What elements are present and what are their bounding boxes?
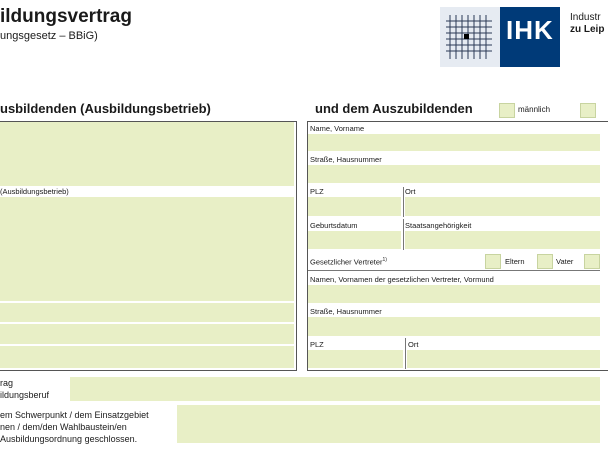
city-label: Ort [405, 187, 416, 196]
legal-rep-footnote: 1) [382, 257, 387, 263]
street2-field[interactable] [308, 317, 600, 336]
mother-checkbox[interactable] [584, 254, 600, 269]
rep-names-field[interactable] [308, 285, 600, 303]
trainer-address-field[interactable] [0, 197, 294, 301]
trainee-section-heading: und dem Auszubildenden [315, 101, 473, 116]
zip-field[interactable] [308, 197, 401, 216]
trainer-section-heading: usbildenden (Ausbildungsbetrieb) [0, 101, 211, 116]
occupation-field[interactable] [70, 377, 600, 401]
male-label: männlich [518, 105, 551, 114]
elective-label: nen / dem/den Wahlbaustein/en [0, 422, 127, 432]
document-title: ildungsvertrag [0, 6, 132, 27]
street-field[interactable] [308, 165, 600, 183]
father-checkbox[interactable] [537, 254, 553, 269]
specialization-field[interactable] [177, 405, 600, 443]
father-label: Vater [556, 257, 574, 266]
street-label: Straße, Hausnummer [310, 155, 382, 164]
zip2-city2-divider [405, 338, 406, 369]
city2-field[interactable] [407, 350, 600, 368]
city-field[interactable] [405, 197, 600, 216]
name-field[interactable] [308, 134, 600, 151]
nationality-field[interactable] [405, 231, 600, 249]
parents-checkbox[interactable] [485, 254, 501, 269]
zip2-label: PLZ [310, 340, 324, 349]
street2-label: Straße, Hausnummer [310, 307, 382, 316]
logo-org-line2: zu Leip [570, 24, 605, 35]
legal-rep-divider [308, 270, 600, 271]
legal-rep-label: Gesetzlicher Vertreter$^{1)}$ [310, 257, 387, 267]
trainer-field-4[interactable] [0, 346, 294, 368]
trainer-name-field[interactable] [0, 122, 294, 186]
zip-city-divider [403, 187, 404, 217]
specialization-label: em Schwerpunkt / dem Einsatzgebiet [0, 410, 149, 420]
birthdate-label: Geburtsdatum [310, 221, 358, 230]
logo-org-line1: Industr [570, 12, 601, 23]
birthdate-field[interactable] [308, 231, 401, 249]
regulation-label: Ausbildungsordnung geschlossen. [0, 434, 138, 444]
name-label: Name, Vorname [310, 124, 365, 133]
logo-mark: IHK [506, 15, 554, 45]
ihk-logo [440, 7, 560, 67]
trainer-field-3[interactable] [0, 324, 294, 344]
rep-names-label: Namen, Vornamen der gesetzlichen Vertreter, Vormund [310, 275, 494, 284]
male-checkbox[interactable] [499, 103, 515, 118]
female-checkbox[interactable] [580, 103, 596, 118]
birth-nationality-divider [403, 219, 404, 250]
logo-grid-icon [440, 7, 500, 67]
city2-label: Ort [408, 340, 419, 349]
zip2-field[interactable] [308, 350, 403, 368]
trainer-company-label: (Ausbildungsbetrieb) [0, 187, 294, 196]
parents-label: Eltern [505, 257, 525, 266]
document-subtitle: ungsgesetz – BBiG) [0, 30, 98, 42]
nationality-label: Staatsangehörigkeit [405, 221, 472, 230]
contract-label: rag [0, 378, 14, 388]
trainer-field-2[interactable] [0, 303, 294, 322]
zip-label: PLZ [310, 187, 324, 196]
occupation-label: ildungsberuf [0, 390, 50, 400]
